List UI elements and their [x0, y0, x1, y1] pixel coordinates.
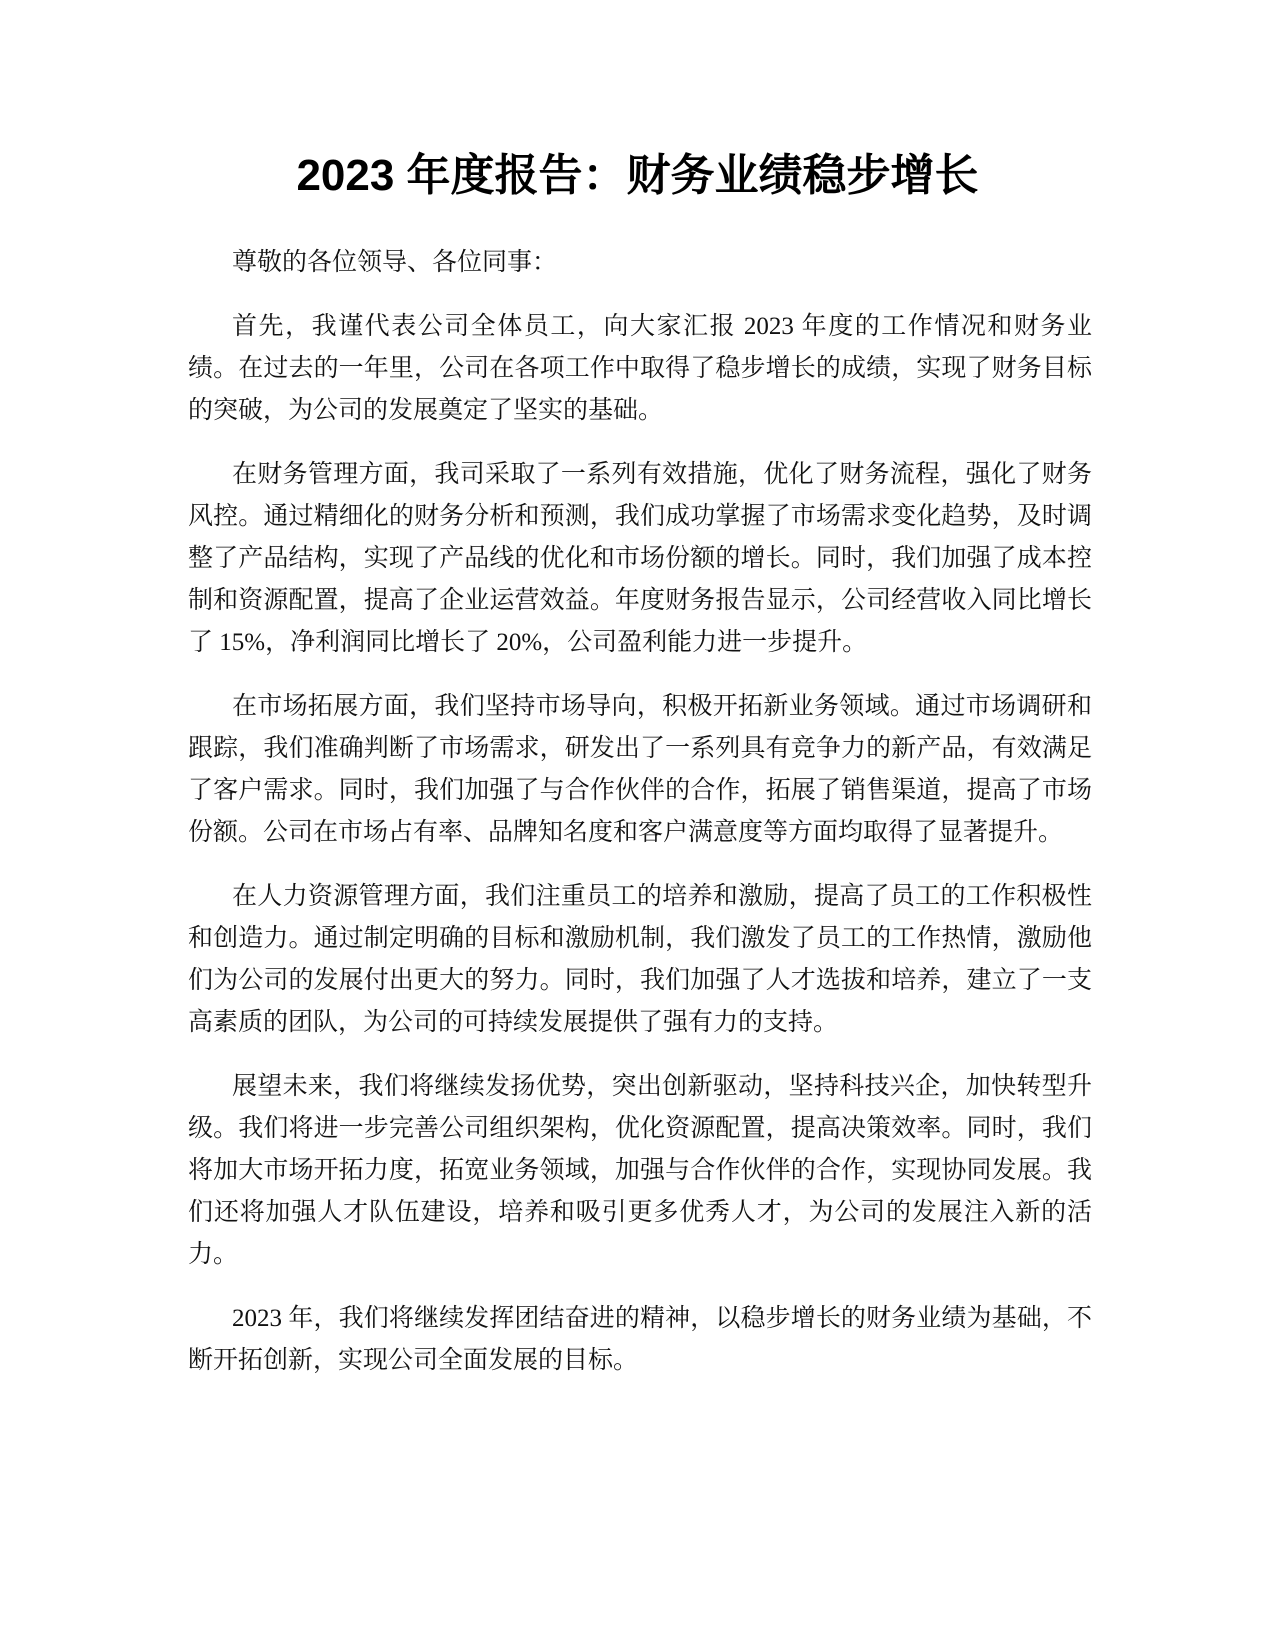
paragraph-intro: 首先，我谨代表公司全体员工，向大家汇报 2023 年度的工作情况和财务业绩。在过去的一年里，公司在各项工作中取得了稳步增长的成绩，实现了财务目标的突破，为公司的发展奠定了坚实的基础。 — [188, 313, 1092, 424]
paragraph-market: 在市场拓展方面，我们坚持市场导向，积极开拓新业务领域。通过市场调研和跟踪，我们准确判断了市场需求，研发出了一系列具有竞争力的新产品，有效满足了客户需求。同时，我们加强了与合作伙伴的合作，拓展了销售渠道，提高了市场份额。公司在市场占有率、品牌知名度和客户满意度等方面均取得了显著提升。 — [188, 693, 1092, 846]
salutation: 尊敬的各位领导、各位同事： — [232, 249, 558, 276]
paragraph-finance: 在财务管理方面，我司采取了一系列有效措施，优化了财务流程，强化了财务风控。通过精细化的财务分析和预测，我们成功掌握了市场需求变化趋势，及时调整了产品结构，实现了产品线的优化和市场份额的增长。同时，我们加强了成本控制和资源配置，提高了企业运营效益。年度财务报告显示，公司经营收入同比增长了 15%，净利润同比增长了 20%，公司盈利能力进一步提升。 — [188, 461, 1092, 656]
paragraph-hr: 在人力资源管理方面，我们注重员工的培养和激励，提高了员工的工作积极性和创造力。通过制定明确的目标和激励机制，我们激发了员工的工作热情，激励他们为公司的发展付出更大的努力。同时，我们加强了人才选拔和培养，建立了一支高素质的团队，为公司的可持续发展提供了强有力的支持。 — [188, 883, 1092, 1036]
document-body — [188, 242, 1092, 1404]
document-title: 2023 年度报告：财务业绩稳步增长 — [296, 151, 979, 200]
paragraph-closing: 2023 年，我们将继续发挥团结奋进的精神，以稳步增长的财务业绩为基础，不断开拓创新，实现公司全面发展的目标。 — [188, 1305, 1092, 1374]
paragraph-outlook: 展望未来，我们将继续发扬优势，突出创新驱动，坚持科技兴企，加快转型升级。我们将进一步完善公司组织架构，优化资源配置，提高决策效率。同时，我们将加大市场开拓力度，拓宽业务领域，加强与合作伙伴的合作，实现协同发展。我们还将加强人才队伍建设，培养和吸引更多优秀人才，为公司的发展注入新的活力。 — [188, 1073, 1092, 1268]
